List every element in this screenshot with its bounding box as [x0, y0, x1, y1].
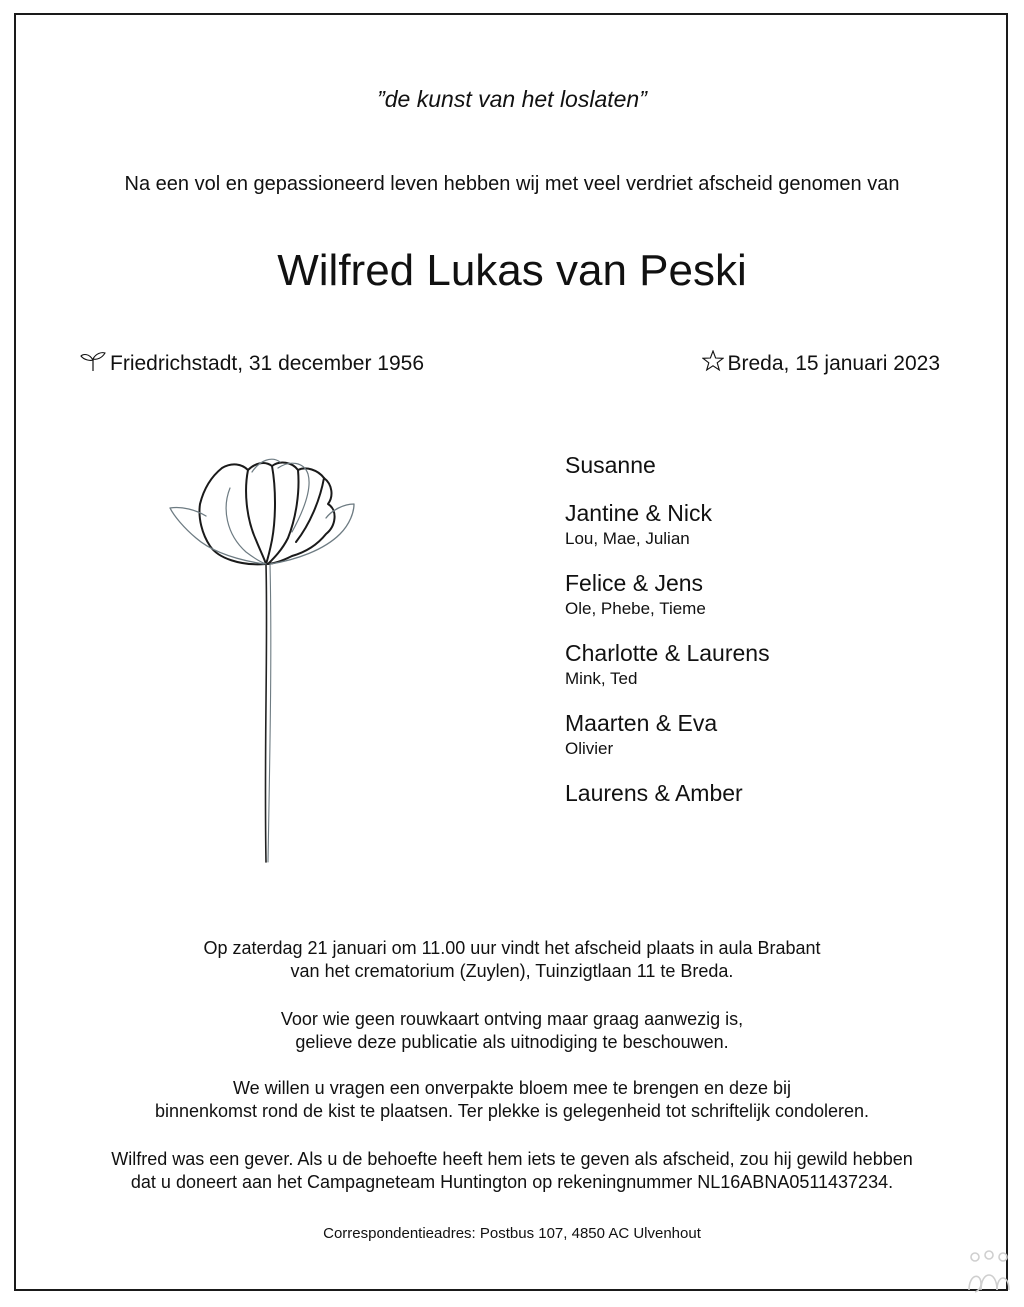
paragraph-line: van het crematorium (Zuylen), Tuinzigtlaan 11 te Breda. — [290, 961, 734, 981]
intro-text: Na een vol en gepassioneerd leven hebben wij met veel verdriet afscheid genomen van — [124, 173, 900, 195]
grandchildren-names: Mink, Ted — [565, 669, 638, 688]
birth-text: Friedrichstadt, 31 december 1956 — [110, 352, 425, 375]
grandchildren-names: Ole, Phebe, Tieme — [565, 599, 706, 618]
sprout-icon — [80, 350, 106, 378]
paragraph-line: gelieve deze publicatie als uitnodiging te beschouwen. — [295, 1032, 729, 1052]
grandchildren-names: Lou, Mae, Julian — [565, 529, 690, 548]
correspondence-address: Correspondentieadres: Postbus 107, 4850 AC Ulvenhout — [323, 1225, 701, 1242]
death-info — [702, 350, 941, 378]
ceremony-paragraph — [40, 937, 984, 983]
family-names: Laurens & Amber — [565, 780, 743, 806]
paragraph-line: Voor wie geen rouwkaart ontving maar graag aanwezig is, — [280, 1009, 744, 1029]
paragraph-line: Wilfred was een gever. Als u de behoefte heeft hem iets te geven als afscheid, zou hij gewild hebben — [111, 1149, 913, 1169]
family-names: Susanne — [565, 452, 656, 478]
paragraph-line: binnenkomst rond de kist te plaatsen. Ter plekke is gelegenheid tot schriftelijk condoleren. — [154, 1101, 870, 1121]
invitation-paragraph — [40, 1008, 984, 1054]
family-names: Maarten & Eva — [565, 710, 718, 736]
donation-paragraph — [40, 1148, 984, 1194]
flower-request-paragraph — [40, 1077, 984, 1123]
family-group — [565, 778, 965, 808]
family-group — [565, 450, 965, 480]
people-logo-icon — [966, 1250, 1012, 1294]
paragraph-line: Op zaterdag 21 januari om 11.00 uur vindt het afscheid plaats in aula Brabant — [203, 938, 821, 958]
grandchildren-names: Olivier — [565, 739, 614, 758]
family-group — [565, 708, 965, 760]
family-names: Jantine & Nick — [565, 500, 713, 526]
family-names: Charlotte & Laurens — [565, 640, 770, 666]
family-list — [565, 450, 965, 826]
family-group — [565, 568, 965, 620]
star-icon — [702, 350, 724, 378]
paragraph-line: dat u doneert aan het Campagneteam Huntington op rekeningnummer NL16ABNA0511437234. — [130, 1172, 894, 1192]
family-group — [565, 638, 965, 690]
death-text: Breda, 15 januari 2023 — [727, 352, 940, 375]
family-names: Felice & Jens — [565, 570, 704, 596]
flower-illustration — [160, 448, 370, 868]
birth-info — [80, 350, 424, 378]
deceased-name: Wilfred Lukas van Peski — [277, 246, 747, 295]
motto: ”de kunst van het loslaten” — [377, 86, 647, 112]
paragraph-line: We willen u vragen een onverpakte bloem mee te brengen en deze bij — [232, 1078, 792, 1098]
family-group — [565, 498, 965, 550]
